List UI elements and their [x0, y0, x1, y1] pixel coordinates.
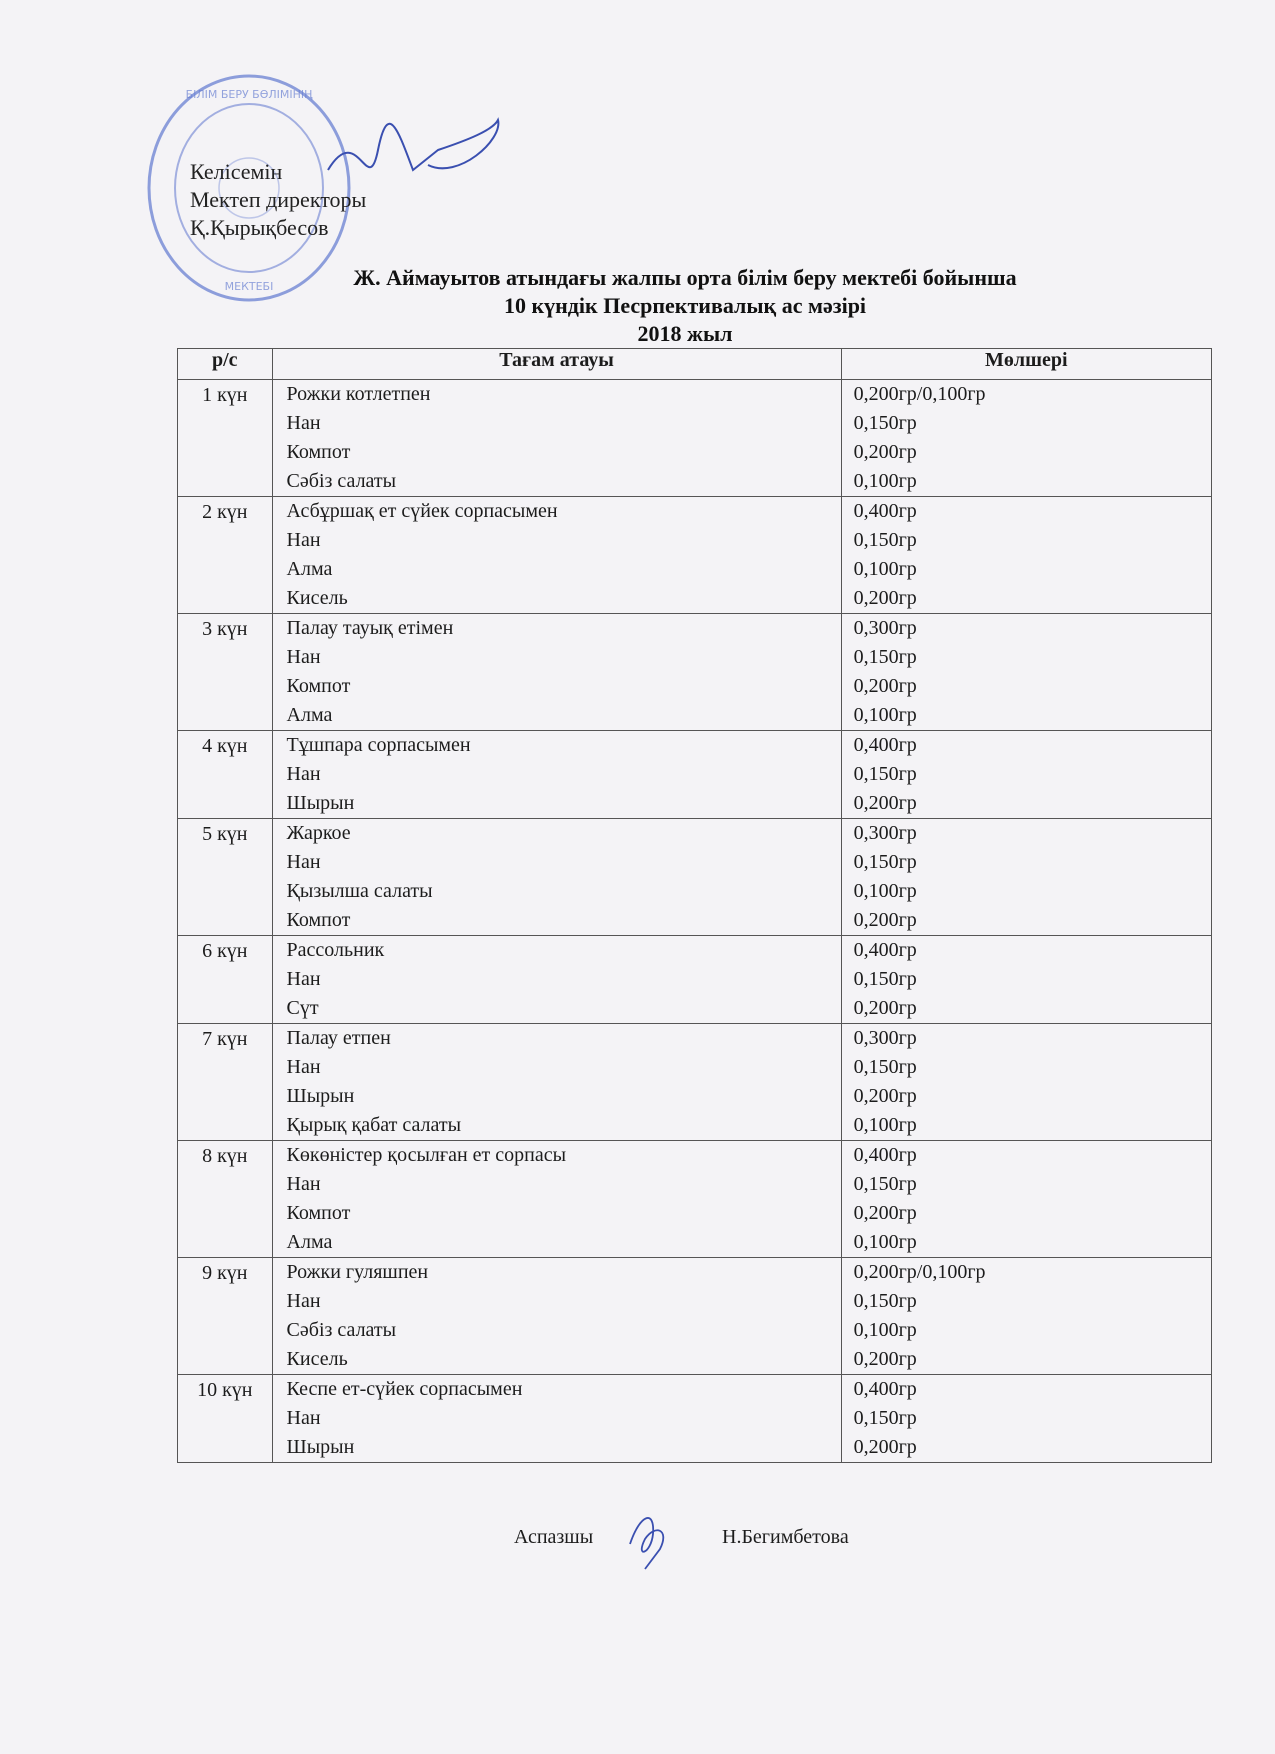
- dish-amount: 0,400гр: [853, 939, 917, 961]
- table-row: [178, 1258, 1212, 1375]
- dish-name: Рожки гуляшпен: [286, 1261, 429, 1283]
- dish-amount: 0,400гр: [853, 500, 917, 522]
- dish-name: Компот: [286, 1202, 351, 1224]
- dish-amount: 0,200гр: [853, 909, 917, 931]
- dish-amount: 0,200гр: [853, 675, 917, 697]
- dish-amount: 0,100гр: [853, 1319, 917, 1341]
- dish-amount: 0,150гр: [853, 1173, 917, 1195]
- dish-amount: 0,300гр: [853, 822, 917, 844]
- dish-amount: 0,100гр: [853, 470, 917, 492]
- dish-name: Компот: [286, 675, 351, 697]
- dish-name: Компот: [286, 441, 351, 463]
- dish-amount: 0,200гр: [853, 1436, 917, 1458]
- dish-amount: 0,150гр: [853, 1407, 917, 1429]
- column-header-amount: Мөлшері: [841, 349, 1211, 380]
- dish-name: Нан: [286, 1173, 321, 1195]
- column-header-dish: Тағам атауы: [272, 349, 841, 380]
- director-name: Қ.Қырықбесов: [190, 215, 329, 240]
- dish-cell: [272, 1024, 841, 1141]
- dish-amount: 0,200гр: [853, 1085, 917, 1107]
- dish-cell: [272, 1141, 841, 1258]
- dish-name: Сәбіз салаты: [286, 1319, 397, 1341]
- day-number: 7 күн: [178, 1024, 273, 1141]
- table-header-row: [178, 349, 1212, 380]
- amount-cell: [841, 819, 1211, 936]
- approval-line: Келісемін: [190, 159, 283, 184]
- dish-name: Нан: [286, 851, 321, 873]
- dish-amount: 0,150гр: [853, 851, 917, 873]
- director-title: Мектеп директоры: [190, 187, 367, 212]
- dish-cell: [272, 497, 841, 614]
- dish-name: Қырық қабат салаты: [286, 1114, 462, 1136]
- dish-amount: 0,100гр: [853, 558, 917, 580]
- dish-name: Сәбіз салаты: [286, 470, 397, 492]
- dish-name: Шырын: [286, 1436, 355, 1458]
- day-number: 9 күн: [178, 1258, 273, 1375]
- dish-name: Алма: [286, 558, 333, 580]
- dish-cell: [272, 936, 841, 1024]
- dish-name: Тұшпара сорпасымен: [286, 734, 471, 756]
- dish-name: Қызылша салаты: [286, 880, 433, 902]
- document-year: 2018 жыл: [637, 321, 733, 346]
- dish-cell: [272, 614, 841, 731]
- dish-cell: [272, 731, 841, 819]
- day-number: 10 күн: [178, 1375, 273, 1463]
- table-row: [178, 1375, 1212, 1463]
- dish-amount: 0,200гр/0,100гр: [853, 1261, 986, 1283]
- menu-table-body: [178, 380, 1212, 1463]
- dish-name: Нан: [286, 1290, 321, 1312]
- dish-name: Нан: [286, 1407, 321, 1429]
- dish-cell: [272, 380, 841, 497]
- day-number: 5 күн: [178, 819, 273, 936]
- amount-cell: [841, 1375, 1211, 1463]
- day-number: 4 күн: [178, 731, 273, 819]
- amount-cell: [841, 1141, 1211, 1258]
- svg-text:БІЛІМ БЕРУ БӨЛІМІНІҢ: БІЛІМ БЕРУ БӨЛІМІНІҢ: [185, 88, 313, 101]
- dish-amount: 0,150гр: [853, 763, 917, 785]
- dish-amount: 0,200гр: [853, 587, 917, 609]
- dish-cell: [272, 1258, 841, 1375]
- cook-title: Аспазшы: [514, 1526, 594, 1548]
- amount-cell: [841, 614, 1211, 731]
- dish-name: Кисель: [286, 587, 348, 609]
- dish-amount: 0,150гр: [853, 1290, 917, 1312]
- approval-block: [190, 158, 366, 242]
- dish-name: Көкөністер қосылған ет сорпасы: [286, 1144, 567, 1166]
- dish-name: Шырын: [286, 1085, 355, 1107]
- dish-amount: 0,200гр: [853, 1202, 917, 1224]
- table-row: [178, 819, 1212, 936]
- dish-name: Нан: [286, 1056, 321, 1078]
- dish-amount: 0,400гр: [853, 1378, 917, 1400]
- table-row: [178, 731, 1212, 819]
- day-number: 6 күн: [178, 936, 273, 1024]
- dish-name: Алма: [286, 704, 333, 726]
- dish-name: Рассольник: [286, 939, 385, 961]
- document-subtitle: 10 күндік Песрпективалық ас мәзірі: [503, 293, 867, 318]
- svg-text:МЕКТЕБІ: МЕКТЕБІ: [224, 280, 274, 293]
- dish-amount: 0,150гр: [853, 529, 917, 551]
- dish-name: Нан: [286, 763, 321, 785]
- dish-amount: 0,150гр: [853, 646, 917, 668]
- dish-name: Кеспе ет-сүйек сорпасымен: [286, 1378, 523, 1400]
- dish-cell: [272, 819, 841, 936]
- day-number: 3 күн: [178, 614, 273, 731]
- dish-name: Компот: [286, 909, 351, 931]
- dish-amount: 0,100гр: [853, 704, 917, 726]
- amount-cell: [841, 731, 1211, 819]
- document-title: Ж. Аймауытов атындағы жалпы орта білім беру мектебі бойынша: [353, 265, 1017, 290]
- dish-name: Нан: [286, 529, 321, 551]
- dish-name: Кисель: [286, 1348, 348, 1370]
- dish-amount: 0,200гр/0,100гр: [853, 383, 986, 405]
- dish-amount: 0,400гр: [853, 734, 917, 756]
- table-row: [178, 380, 1212, 497]
- dish-name: Сүт: [286, 997, 319, 1019]
- table-row: [178, 1141, 1212, 1258]
- table-row: [178, 614, 1212, 731]
- menu-table: [177, 348, 1212, 1463]
- dish-name: Жаркое: [286, 822, 351, 844]
- amount-cell: [841, 936, 1211, 1024]
- dish-amount: 0,200гр: [853, 441, 917, 463]
- dish-amount: 0,200гр: [853, 1348, 917, 1370]
- dish-amount: 0,100гр: [853, 1231, 917, 1253]
- dish-amount: 0,100гр: [853, 880, 917, 902]
- dish-amount: 0,400гр: [853, 1144, 917, 1166]
- dish-name: Палау етпен: [286, 1027, 391, 1049]
- cook-signature: [625, 1504, 675, 1574]
- amount-cell: [841, 1258, 1211, 1375]
- day-number: 1 күн: [178, 380, 273, 497]
- dish-name: Асбұршақ ет сүйек сорпасымен: [286, 500, 558, 522]
- day-number: 2 күн: [178, 497, 273, 614]
- dish-name: Рожки котлетпен: [286, 383, 431, 405]
- dish-amount: 0,100гр: [853, 1114, 917, 1136]
- dish-amount: 0,300гр: [853, 617, 917, 639]
- day-number: 8 күн: [178, 1141, 273, 1258]
- dish-amount: 0,200гр: [853, 792, 917, 814]
- dish-cell: [272, 1375, 841, 1463]
- table-row: [178, 497, 1212, 614]
- amount-cell: [841, 380, 1211, 497]
- cook-name: Н.Бегимбетова: [722, 1526, 849, 1548]
- dish-name: Палау тауық етімен: [286, 617, 454, 639]
- column-header-number: р/с: [178, 349, 273, 380]
- dish-amount: 0,200гр: [853, 997, 917, 1019]
- dish-name: Шырын: [286, 792, 355, 814]
- amount-cell: [841, 497, 1211, 614]
- dish-name: Нан: [286, 412, 321, 434]
- dish-name: Алма: [286, 1231, 333, 1253]
- dish-amount: 0,150гр: [853, 412, 917, 434]
- dish-amount: 0,150гр: [853, 968, 917, 990]
- table-row: [178, 1024, 1212, 1141]
- dish-name: Нан: [286, 968, 321, 990]
- dish-amount: 0,300гр: [853, 1027, 917, 1049]
- table-row: [178, 936, 1212, 1024]
- amount-cell: [841, 1024, 1211, 1141]
- dish-amount: 0,150гр: [853, 1056, 917, 1078]
- dish-name: Нан: [286, 646, 321, 668]
